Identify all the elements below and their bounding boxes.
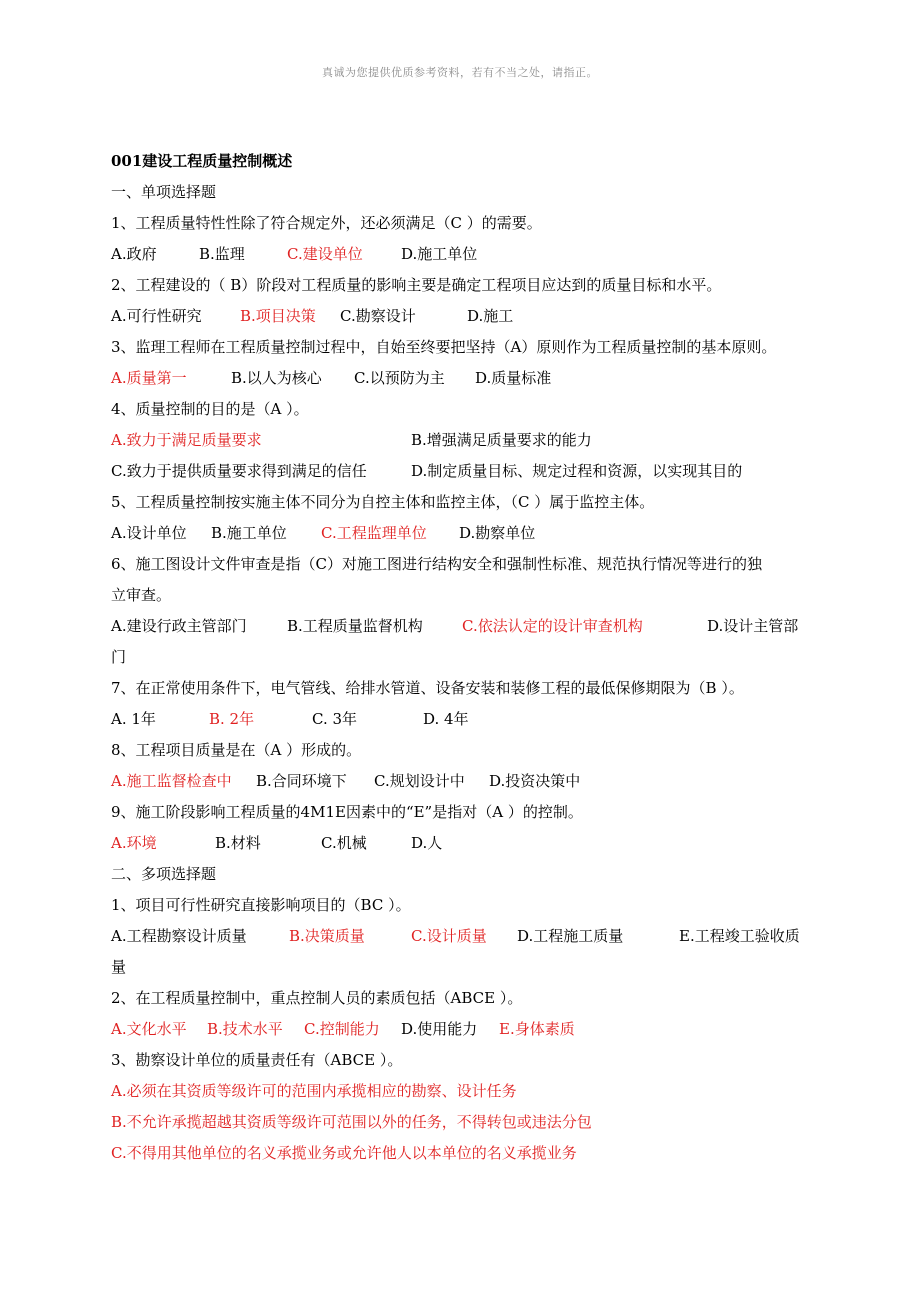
option-row <box>111 301 811 332</box>
option: C.勘察设计 <box>340 307 416 325</box>
option: B.以人为核心 <box>231 369 322 387</box>
answer-option: A.文化水平 <box>111 1020 187 1038</box>
option-wrap: 量 <box>111 958 127 976</box>
option: A.建设行政主管部门 <box>111 617 247 635</box>
option: C. 3年 <box>312 710 358 728</box>
option-row <box>111 518 811 549</box>
option: C.规划设计中 <box>374 772 465 790</box>
answer-option: A.施工监督检查中 <box>111 772 232 790</box>
question-stem: 8、工程项目质量是在（A ）形成的。 <box>111 741 362 759</box>
answer-option: C.设计质量 <box>411 927 487 945</box>
option: D.勘察单位 <box>459 524 536 542</box>
answer-option: A.质量第一 <box>111 369 187 387</box>
option: B.工程质量监督机构 <box>287 617 423 635</box>
option-row <box>111 921 811 952</box>
option: B.合同环境下 <box>256 772 347 790</box>
question-stem: 1、项目可行性研究直接影响项目的（BC ）。 <box>111 896 411 914</box>
answer-option: C.控制能力 <box>304 1020 380 1038</box>
document-title: 001建设工程质量控制概述 <box>111 152 293 170</box>
option-row <box>111 425 811 456</box>
question-stem: 2、在工程质量控制中，重点控制人员的素质包括（ABCE ）。 <box>111 989 523 1007</box>
option: A.可行性研究 <box>111 307 202 325</box>
question-stem: 1、工程质量特性性除了符合规定外，还必须满足（C ）的需要。 <box>111 214 542 232</box>
option: D.质量标准 <box>475 369 552 387</box>
option: D.人 <box>411 834 443 852</box>
option: A.工程勘察设计质量 <box>111 927 247 945</box>
option-row <box>111 611 811 642</box>
option: D.工程施工质量 <box>517 927 624 945</box>
option: B.施工单位 <box>211 524 287 542</box>
answer-option: B.不允许承揽超越其资质等级许可范围以外的任务，不得转包或违法分包 <box>111 1113 592 1131</box>
option-row <box>111 456 811 487</box>
answer-option: A.致力于满足质量要求 <box>111 431 262 449</box>
option: C.机械 <box>321 834 367 852</box>
option: C.致力于提供质量要求得到满足的信任 <box>111 462 367 480</box>
option: E.工程竣工验收质 <box>679 927 800 945</box>
option-row <box>111 1014 811 1045</box>
option: D.投资决策中 <box>489 772 581 790</box>
option: D.施工单位 <box>401 245 478 263</box>
section-heading-single: 一、单项选择题 <box>111 183 217 201</box>
option: B.材料 <box>215 834 261 852</box>
question-stem: 3、监理工程师在工程质量控制过程中，自始至终要把坚持（A）原则作为工程质量控制的基本原则。 <box>111 338 777 356</box>
option: B.增强满足质量要求的能力 <box>411 431 592 449</box>
question-stem: 3、勘察设计单位的质量责任有（ABCE ）。 <box>111 1051 403 1069</box>
section-heading-multi: 二、多项选择题 <box>111 865 217 883</box>
question-stem: 4、质量控制的目的是（A ）。 <box>111 400 309 418</box>
option: D.施工 <box>467 307 514 325</box>
answer-option: B. 2年 <box>209 710 255 728</box>
option: B.监理 <box>199 245 245 263</box>
option: D.制定质量目标、规定过程和资源，以实现其目的 <box>411 462 743 480</box>
document-content <box>111 146 811 1169</box>
answer-option: A.环境 <box>111 834 157 852</box>
answer-option: C.不得用其他单位的名义承揽业务或允许他人以本单位的名义承揽业务 <box>111 1144 577 1162</box>
question-stem: 5、工程质量控制按实施主体不同分为自控主体和监控主体，（C ）属于监控主体。 <box>111 493 655 511</box>
question-stem: 6、施工图设计文件审查是指（C）对施工图进行结构安全和强制性标准、规范执行情况等进行的独 <box>111 555 763 573</box>
option: D.设计主管部 <box>707 617 799 635</box>
answer-option: E.身体素质 <box>499 1020 575 1038</box>
option: A.设计单位 <box>111 524 187 542</box>
answer-option: C.工程监理单位 <box>321 524 427 542</box>
question-stem: 7、在正常使用条件下，电气管线、给排水管道、设备安装和装修工程的最低保修期限为（B ）。 <box>111 679 744 697</box>
option-row <box>111 363 811 394</box>
option: A.政府 <box>111 245 157 263</box>
answer-option: B.决策质量 <box>289 927 365 945</box>
answer-option: C.建设单位 <box>287 245 363 263</box>
question-stem-continued: 立审查。 <box>111 586 172 604</box>
question-stem: 9、施工阶段影响工程质量的4M1E因素中的“E”是指对（A ）的控制。 <box>111 803 583 821</box>
option-row <box>111 766 811 797</box>
answer-option: C.依法认定的设计审查机构 <box>462 617 643 635</box>
option-wrap: 门 <box>111 648 127 666</box>
option: D.使用能力 <box>401 1020 478 1038</box>
question-stem: 2、工程建设的（ B）阶段对工程质量的影响主要是确定工程项目应达到的质量目标和水平。 <box>111 276 722 294</box>
answer-option: A.必须在其资质等级许可的范围内承揽相应的勘察、设计任务 <box>111 1082 517 1100</box>
option: C.以预防为主 <box>354 369 445 387</box>
answer-option: B.项目决策 <box>240 307 316 325</box>
option: D. 4年 <box>423 710 469 728</box>
option-row <box>111 828 811 859</box>
answer-option: B.技术水平 <box>207 1020 283 1038</box>
header-note: 真诚为您提供优质参考资料，若有不当之处，请指正。 <box>322 66 598 79</box>
option: A. 1年 <box>111 710 156 728</box>
option-row <box>111 239 811 270</box>
option-row <box>111 704 811 735</box>
